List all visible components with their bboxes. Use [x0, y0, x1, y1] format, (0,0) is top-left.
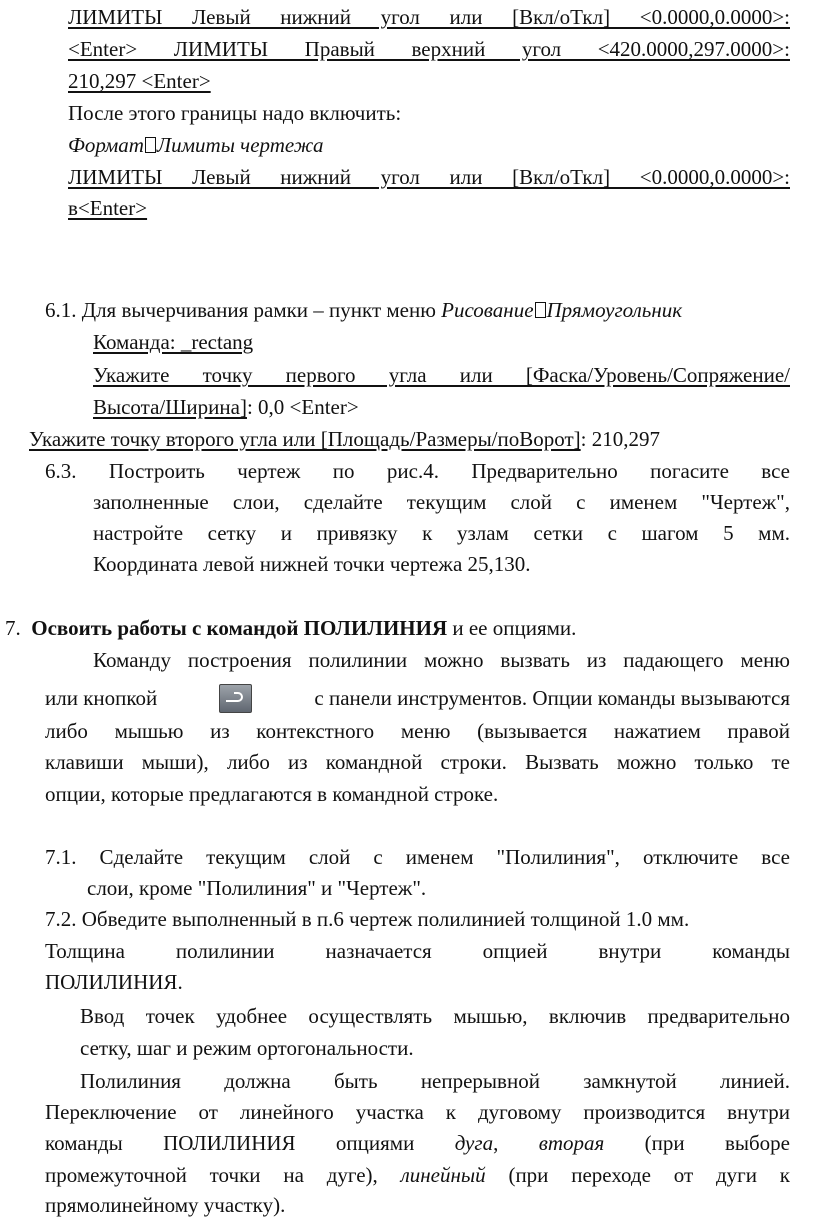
item-7-1-line1: 7.1. Сделайте текущим слой с именем "Полилиния", отключите все: [45, 845, 790, 869]
poly-para-line3: [45, 1128, 790, 1158]
menu-separator-icon: [145, 137, 156, 153]
limits-value-line: 210,297 <Enter>: [68, 69, 211, 93]
item-6-3-line2: заполненные слои, сделайте текущим слой с именем "Чертеж",: [93, 490, 790, 514]
option-arc: дуга: [454, 1131, 494, 1155]
section-7-heading: [5, 613, 576, 643]
item-7-2-line3: ПОЛИЛИНИЯ.: [45, 970, 183, 994]
section-7-p2b: с панели инструментов. Опции команды вызываются: [314, 686, 790, 710]
menu-separator-icon: [535, 302, 546, 318]
poly-l3e: (при выборе: [604, 1131, 790, 1155]
item-7-2-line2: Толщина полилинии назначается опцией внутри команды: [45, 939, 790, 963]
section-7-p3: либо мышью из контекстного меню (вызывается нажатием правой: [45, 719, 790, 743]
prompt-first-corner-cont: [93, 392, 359, 422]
section-7-title: Освоить работы с командой ПОЛИЛИНИЯ: [31, 616, 448, 640]
section-7-p2a: или кнопкой: [45, 686, 158, 710]
limits-lower-left-line: ЛИМИТЫ Левый нижний угол или [Вкл/оТкл] <0.0000,0.0000>:: [68, 5, 790, 29]
section-7-p5: опции, которые предлагаются в командной строке.: [45, 782, 499, 806]
section-7-p4: клавиши мыши), либо из командной строки. Вызвать можно только те: [45, 750, 790, 774]
limits-on-line: в<Enter>: [68, 196, 148, 220]
item-6-3-line3: настройте сетку и привязку к узлам сетки с шагом 5 мм.: [93, 521, 790, 545]
limits-upper-right-line: <Enter> ЛИМИТЫ Правый верхний угол <420.0000,297.0000>:: [68, 37, 790, 61]
section-7-p2: [45, 683, 790, 713]
prompt-second-options: Укажите точку второго угла или [Площадь/Размеры/поВорот]: [29, 427, 581, 451]
item-6-1: [45, 295, 682, 325]
command-rectang: Команда: _rectang: [93, 330, 254, 354]
prompt-second-corner: [29, 424, 660, 454]
menu-rectangle: Прямоугольник: [546, 298, 683, 322]
prompt-value: : 0,0 <Enter>: [246, 395, 359, 419]
poly-para-line4: [45, 1160, 790, 1190]
poly-para-line1: Полилиния должна быть непрерывной замкнутой линией.: [80, 1069, 790, 1093]
prompt-first-corner: Укажите точку первого угла или [Фаска/Уровень/Сопряжение/: [93, 363, 790, 387]
poly-l4a: промежуточной точки на дуге),: [45, 1163, 401, 1187]
poly-l4c: (при переходе от дуги к: [485, 1163, 790, 1187]
item-7-2-line1: 7.2. Обведите выполненный в п.6 чертеж полилинией толщиной 1.0 мм.: [45, 907, 690, 931]
poly-l3c: ,: [493, 1131, 539, 1155]
input-para-line2: сетку, шаг и режим ортогональности.: [80, 1036, 414, 1060]
menu-path-format-limits: [68, 130, 323, 160]
menu-format: Формат: [68, 133, 144, 157]
polyline-tool-icon: [219, 684, 252, 713]
prompt-second-value: : 210,297: [580, 427, 660, 451]
menu-drawing-limits: Лимиты чертежа: [156, 133, 324, 157]
item-6-3-line4: Координата левой нижней точки чертежа 25,130.: [93, 552, 531, 576]
limits-lower-left-line-2: ЛИМИТЫ Левый нижний угол или [Вкл/оТкл] <0.0000,0.0000>:: [68, 165, 790, 189]
prompt-options: Высота/Ширина]: [93, 395, 247, 419]
section-7-number: 7.: [5, 616, 21, 640]
section-7-rest: и ее опциями.: [447, 616, 577, 640]
input-para-line1: Ввод точек удобнее осуществлять мышью, включив предварительно: [80, 1004, 790, 1028]
poly-para-line5: прямолинейному участку).: [45, 1193, 286, 1217]
enable-limits-text: После этого границы надо включить:: [68, 101, 402, 125]
menu-draw: Рисование: [441, 298, 534, 322]
option-linear: линейный: [400, 1163, 486, 1187]
item-6-1-text: 6.1. Для вычерчивания рамки – пункт меню: [45, 298, 442, 322]
item-7-1-line2: слои, кроме "Полилиния" и "Чертеж".: [87, 876, 427, 900]
section-7-p1: Команду построения полилинии можно вызвать из падающего меню: [93, 648, 790, 672]
option-second: вторая: [538, 1131, 605, 1155]
poly-para-line2: Переключение от линейного участка к дуговому производится внутри: [45, 1100, 790, 1124]
poly-l3a: команды ПОЛИЛИНИЯ опциями: [45, 1131, 455, 1155]
item-6-3-line1: 6.3. Построить чертеж по рис.4. Предварительно погасите все: [45, 459, 790, 483]
